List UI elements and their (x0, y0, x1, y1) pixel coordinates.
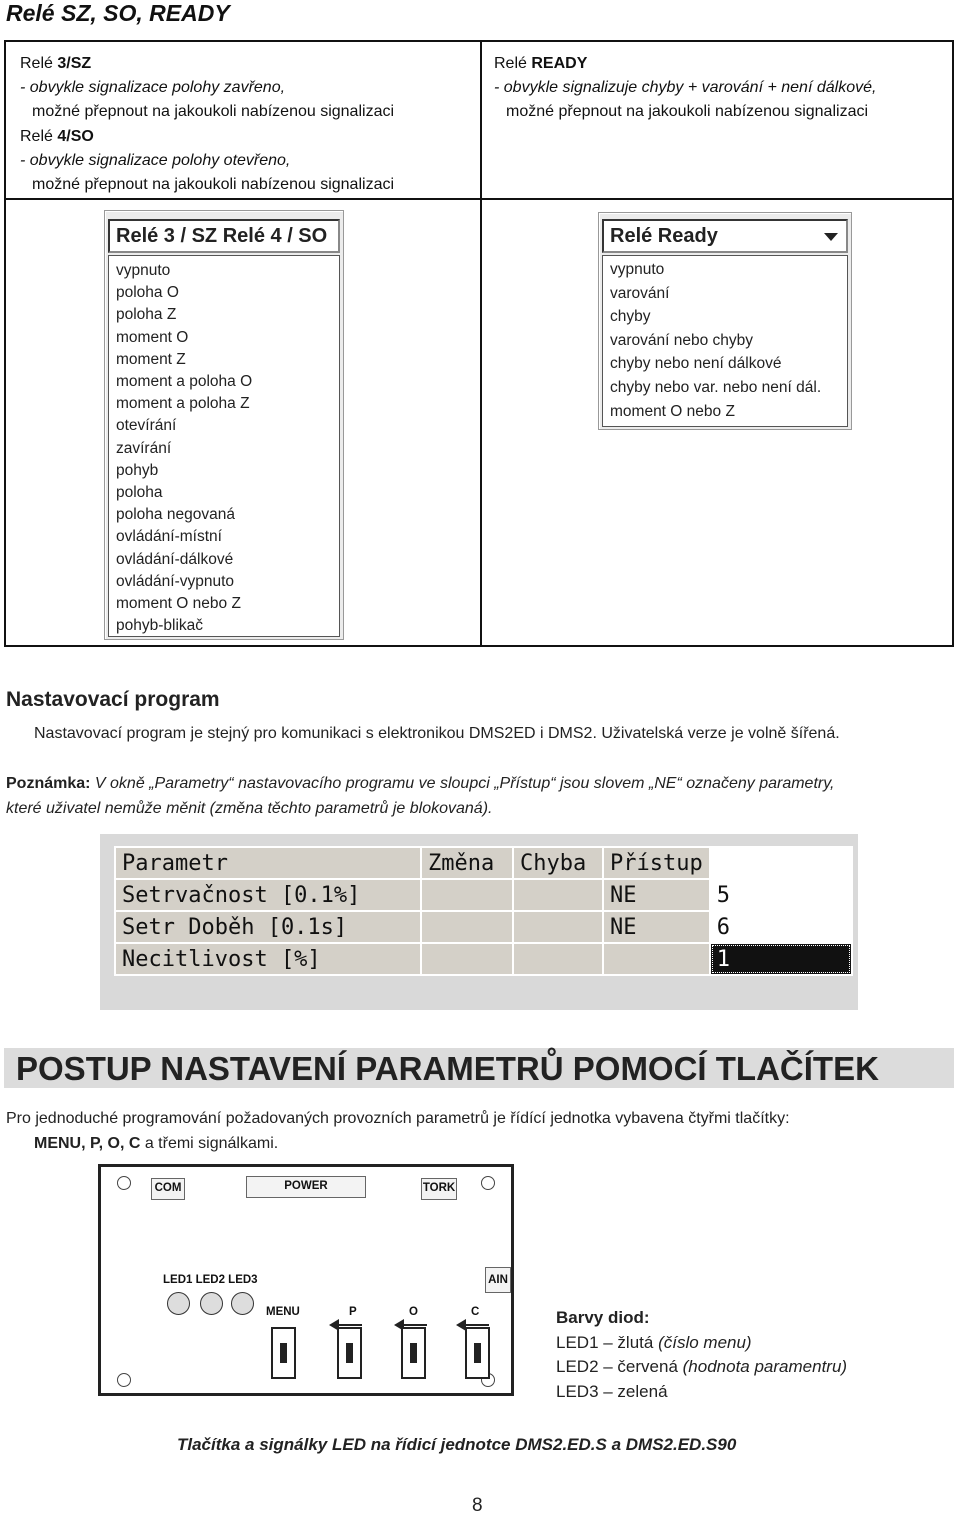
led-labels: LED1 LED2 LED3 (163, 1274, 258, 1286)
o-button[interactable] (401, 1327, 426, 1379)
c-arrow-icon (463, 1324, 489, 1326)
list-item[interactable]: chyby (610, 308, 651, 326)
relay-ready-options (602, 255, 848, 427)
list-item[interactable]: varování nebo chyby (610, 331, 754, 349)
led3-indicator (231, 1292, 254, 1315)
column-header: Chyba (513, 847, 603, 879)
p-button[interactable] (337, 1327, 362, 1379)
list-item[interactable]: poloha negovaná (116, 506, 235, 524)
relay-left-description: Relé 3/SZ - obvykle signalizace polohy zavřeno, možné přepnout na jakoukoli nabízenou signalizaci Relé 4/SO - obvykle signalizace polohy otevřeno, možné přepnout na jakoukoli nabízenou signalizaci (20, 55, 395, 193)
list-item[interactable]: ovládání-vypnuto (116, 572, 235, 590)
list-item[interactable]: ovládání-dálkové (116, 550, 234, 568)
chevron-down-icon[interactable] (824, 233, 838, 241)
mounting-hole (117, 1373, 131, 1387)
setup-note: Poznámka: V okně „Parametry“ nastavovacího programu ve sloupci „Přístup“ jsou slovem „NE“ označeny parametry, které uživatel nemůže měnit (změna těchto parametrů je blokovaná). (6, 775, 835, 817)
list-item[interactable]: chyby nebo var. nebo není dál. (610, 378, 822, 396)
relay-right-description: Relé READY - obvykle signalizuje chyby + varování + není dálkové, možné přepnout na jakoukoli nabízenou signalizaci (494, 55, 877, 120)
relay-3-4-options (108, 255, 340, 637)
procedure-banner: POSTUP NASTAVENÍ PARAMETRŮ POMOCÍ TLAČÍTEK (4, 1048, 954, 1088)
list-item[interactable]: moment O nebo Z (116, 595, 241, 613)
list-item[interactable]: moment a poloha O (116, 373, 253, 391)
table-row[interactable]: Setrvačnost [0.1%] NE 5 (115, 879, 852, 911)
list-item[interactable]: poloha O (116, 284, 179, 302)
list-item[interactable]: pohyb-blikač (116, 617, 204, 635)
menu-button[interactable] (271, 1327, 296, 1379)
parameter-grid-screenshot (100, 834, 858, 1010)
column-header: Přístup (603, 847, 710, 879)
value-cell[interactable]: 5 (710, 879, 852, 911)
list-item[interactable]: pohyb (116, 461, 159, 479)
o-arrow-icon (401, 1324, 427, 1326)
mounting-hole (481, 1176, 495, 1190)
com-label: COM (151, 1178, 185, 1200)
column-header (710, 847, 852, 879)
relay-ready-dropdown (598, 212, 852, 430)
list-item[interactable]: moment O nebo Z (610, 402, 735, 420)
power-label: POWER (246, 1176, 366, 1198)
parameter-grid (114, 846, 853, 976)
relay-ready-select[interactable] (602, 219, 848, 253)
list-item[interactable]: vypnuto (116, 262, 171, 279)
column-header: Parametr (115, 847, 421, 879)
ain-label: AIN (485, 1267, 511, 1293)
list-item[interactable]: moment O (116, 328, 189, 346)
page-title: Relé SZ, SO, READY (6, 0, 230, 26)
list-item[interactable]: moment a poloha Z (116, 395, 250, 413)
list-item[interactable]: otevírání (116, 417, 177, 435)
control-panel-diagram (98, 1164, 514, 1396)
list-item[interactable]: ovládání-místní (116, 528, 222, 546)
column-header: Změna (421, 847, 513, 879)
list-item[interactable]: zavírání (116, 439, 172, 457)
led2-indicator (200, 1292, 223, 1315)
led-colors-legend: Barvy diod: LED1 – žlutá (číslo menu) LED2 – červená (hodnota paramentru) LED3 – zelená (556, 1308, 848, 1401)
menu-button-label: MENU (266, 1306, 300, 1318)
value-cell[interactable]: 6 (710, 911, 852, 943)
setup-text: Nastavovací program je stejný pro komunikaci s elektronikou DMS2ED i DMS2. Uživatelská verze je volně šířená. (34, 725, 840, 742)
list-item[interactable]: chyby nebo není dálkové (610, 355, 782, 373)
tork-label: TORK (421, 1178, 457, 1200)
relay-3-4-dropdown (104, 210, 344, 640)
o-button-label: O (409, 1306, 418, 1318)
list-item[interactable]: poloha Z (116, 306, 177, 324)
c-button-label: C (471, 1306, 480, 1318)
table-row[interactable]: Setr Doběh [0.1s] NE 6 (115, 911, 852, 943)
c-button[interactable] (465, 1327, 490, 1379)
page-number: 8 (472, 1495, 483, 1516)
list-item[interactable]: poloha (116, 484, 163, 502)
procedure-text: Pro jednoduché programování požadovaných provozních parametrů je řídící jednotka vybavena čtyřmi tlačítky: MENU, P, O, C a třemi signálkami. (6, 1110, 790, 1152)
table-header-row (115, 847, 852, 879)
list-item[interactable]: vypnuto (610, 261, 665, 278)
list-item[interactable]: moment Z (116, 350, 186, 368)
mounting-hole (117, 1176, 131, 1190)
p-button-label: P (349, 1306, 357, 1318)
led1-indicator (167, 1292, 190, 1315)
table-row[interactable]: Necitlivost [%] 1 (115, 943, 852, 975)
list-item[interactable]: varování (610, 284, 670, 302)
relay-3-4-header[interactable]: Relé 3 / SZ Relé 4 / SO (108, 219, 340, 253)
selected-value-cell[interactable]: 1 (710, 943, 852, 975)
setup-heading: Nastavovací program (6, 688, 220, 711)
figure-caption: Tlačítka a signálky LED na řídicí jednotce DMS2.ED.S a DMS2.ED.S90 (177, 1435, 737, 1454)
p-arrow-icon (336, 1324, 362, 1326)
relay-ready-header: Relé Ready (610, 225, 718, 247)
relay-table (4, 40, 954, 647)
